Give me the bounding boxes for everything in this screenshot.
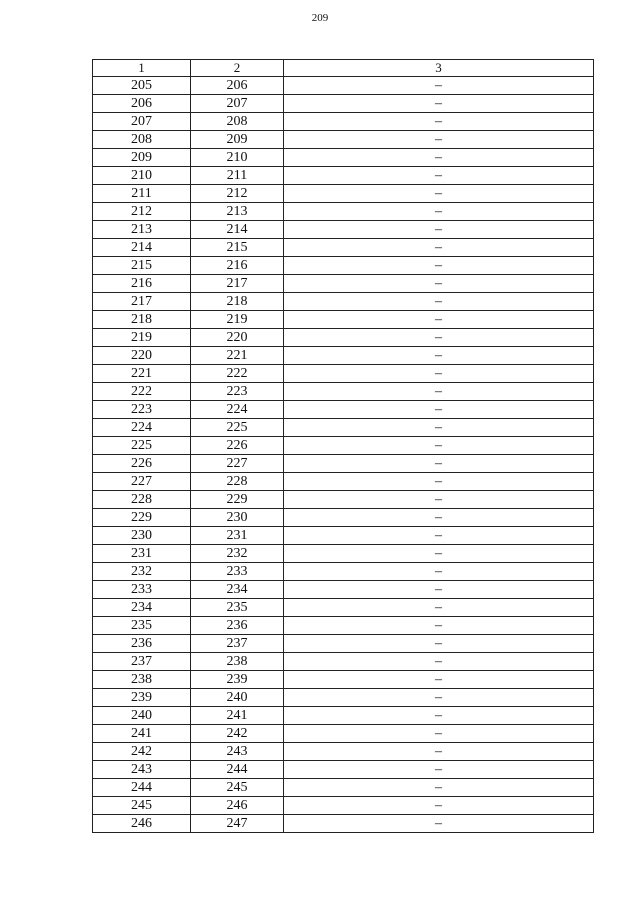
table-cell-col-2: 219 xyxy=(191,311,284,329)
table-cell-col-3: – xyxy=(284,77,594,95)
table-row xyxy=(93,725,594,743)
table-cell-col-2: 213 xyxy=(191,203,284,221)
table-cell-col-2: 210 xyxy=(191,149,284,167)
column-header-1: 1 xyxy=(93,60,191,77)
table-cell-col-3: – xyxy=(284,275,594,293)
table-cell-col-1: 224 xyxy=(93,419,191,437)
table-cell-col-1: 211 xyxy=(93,185,191,203)
table-cell-col-1: 218 xyxy=(93,311,191,329)
table-cell-col-3: – xyxy=(284,149,594,167)
table-cell-col-2: 235 xyxy=(191,599,284,617)
table-row xyxy=(93,203,594,221)
table-cell-col-1: 223 xyxy=(93,401,191,419)
table-cell-col-1: 215 xyxy=(93,257,191,275)
table-cell-col-1: 227 xyxy=(93,473,191,491)
table-cell-col-1: 219 xyxy=(93,329,191,347)
table-row xyxy=(93,779,594,797)
table-cell-col-2: 208 xyxy=(191,113,284,131)
table-row xyxy=(93,257,594,275)
table-cell-col-1: 225 xyxy=(93,437,191,455)
table-row xyxy=(93,419,594,437)
table-cell-col-2: 238 xyxy=(191,653,284,671)
column-header-3: 3 xyxy=(284,60,594,77)
table-cell-col-2: 229 xyxy=(191,491,284,509)
table-cell-col-1: 206 xyxy=(93,95,191,113)
column-header-2: 2 xyxy=(191,60,284,77)
table-cell-col-3: – xyxy=(284,365,594,383)
table-cell-col-3: – xyxy=(284,797,594,815)
table-cell-col-2: 227 xyxy=(191,455,284,473)
table-row xyxy=(93,743,594,761)
table-cell-col-1: 216 xyxy=(93,275,191,293)
table-cell-col-3: – xyxy=(284,743,594,761)
table-cell-col-3: – xyxy=(284,599,594,617)
table-cell-col-1: 236 xyxy=(93,635,191,653)
table-cell-col-1: 226 xyxy=(93,455,191,473)
table-cell-col-3: – xyxy=(284,563,594,581)
table-cell-col-1: 244 xyxy=(93,779,191,797)
table-cell-col-3: – xyxy=(284,347,594,365)
table-row xyxy=(93,545,594,563)
table-row xyxy=(93,131,594,149)
table-cell-col-3: – xyxy=(284,545,594,563)
table-cell-col-3: – xyxy=(284,455,594,473)
table-cell-col-1: 246 xyxy=(93,815,191,833)
table-cell-col-1: 231 xyxy=(93,545,191,563)
table-row xyxy=(93,617,594,635)
table-row xyxy=(93,365,594,383)
table-cell-col-2: 236 xyxy=(191,617,284,635)
table-cell-col-2: 239 xyxy=(191,671,284,689)
table-cell-col-2: 222 xyxy=(191,365,284,383)
table-cell-col-2: 223 xyxy=(191,383,284,401)
table-row xyxy=(93,671,594,689)
table-cell-col-1: 207 xyxy=(93,113,191,131)
table-cell-col-2: 243 xyxy=(191,743,284,761)
table-cell-col-3: – xyxy=(284,653,594,671)
table-cell-col-1: 234 xyxy=(93,599,191,617)
table-cell-col-3: – xyxy=(284,239,594,257)
table-cell-col-3: – xyxy=(284,293,594,311)
table-cell-col-2: 225 xyxy=(191,419,284,437)
table-cell-col-1: 210 xyxy=(93,167,191,185)
table-cell-col-2: 240 xyxy=(191,689,284,707)
table-row xyxy=(93,437,594,455)
table-cell-col-3: – xyxy=(284,491,594,509)
table-cell-col-2: 234 xyxy=(191,581,284,599)
table-cell-col-2: 218 xyxy=(191,293,284,311)
table-cell-col-3: – xyxy=(284,707,594,725)
table-cell-col-3: – xyxy=(284,257,594,275)
table-cell-col-1: 235 xyxy=(93,617,191,635)
table-row xyxy=(93,77,594,95)
table-cell-col-1: 213 xyxy=(93,221,191,239)
table-cell-col-2: 242 xyxy=(191,725,284,743)
table-cell-col-2: 228 xyxy=(191,473,284,491)
table-body xyxy=(93,77,594,833)
table-cell-col-2: 215 xyxy=(191,239,284,257)
table-cell-col-2: 206 xyxy=(191,77,284,95)
table-cell-col-1: 240 xyxy=(93,707,191,725)
table-cell-col-1: 221 xyxy=(93,365,191,383)
table-row xyxy=(93,149,594,167)
page-number: 209 xyxy=(311,12,329,24)
table-cell-col-3: – xyxy=(284,761,594,779)
table-cell-col-3: – xyxy=(284,779,594,797)
table-cell-col-3: – xyxy=(284,617,594,635)
table-cell-col-1: 214 xyxy=(93,239,191,257)
table-cell-col-2: 211 xyxy=(191,167,284,185)
table-row xyxy=(93,167,594,185)
table-cell-col-3: – xyxy=(284,635,594,653)
table-cell-col-2: 237 xyxy=(191,635,284,653)
table-row xyxy=(93,275,594,293)
table-cell-col-1: 229 xyxy=(93,509,191,527)
table-cell-col-3: – xyxy=(284,221,594,239)
table-row xyxy=(93,707,594,725)
table-row xyxy=(93,491,594,509)
table-row xyxy=(93,635,594,653)
table-row xyxy=(93,383,594,401)
table-cell-col-1: 208 xyxy=(93,131,191,149)
table-cell-col-2: 230 xyxy=(191,509,284,527)
table-cell-col-3: – xyxy=(284,689,594,707)
table-row xyxy=(93,113,594,131)
table-cell-col-2: 212 xyxy=(191,185,284,203)
table-cell-col-2: 245 xyxy=(191,779,284,797)
table-cell-col-2: 214 xyxy=(191,221,284,239)
table-cell-col-3: – xyxy=(284,185,594,203)
table-cell-col-3: – xyxy=(284,815,594,833)
table-cell-col-2: 224 xyxy=(191,401,284,419)
table-cell-col-3: – xyxy=(284,527,594,545)
table-cell-col-2: 232 xyxy=(191,545,284,563)
table-row xyxy=(93,473,594,491)
table-cell-col-3: – xyxy=(284,419,594,437)
table-cell-col-2: 209 xyxy=(191,131,284,149)
table-cell-col-1: 212 xyxy=(93,203,191,221)
table-cell-col-1: 243 xyxy=(93,761,191,779)
table-cell-col-1: 222 xyxy=(93,383,191,401)
table-row xyxy=(93,761,594,779)
table-header xyxy=(93,60,594,77)
table-row xyxy=(93,185,594,203)
table-row xyxy=(93,815,594,833)
table-cell-col-3: – xyxy=(284,113,594,131)
table-cell-col-1: 232 xyxy=(93,563,191,581)
table-row xyxy=(93,95,594,113)
table-cell-col-1: 209 xyxy=(93,149,191,167)
table-cell-col-3: – xyxy=(284,473,594,491)
table-cell-col-3: – xyxy=(284,671,594,689)
table-row xyxy=(93,221,594,239)
table-cell-col-2: 220 xyxy=(191,329,284,347)
table-cell-col-1: 242 xyxy=(93,743,191,761)
table-cell-col-1: 245 xyxy=(93,797,191,815)
table-cell-col-1: 237 xyxy=(93,653,191,671)
table-row xyxy=(93,581,594,599)
table-cell-col-3: – xyxy=(284,203,594,221)
table-cell-col-3: – xyxy=(284,581,594,599)
table-row xyxy=(93,527,594,545)
table-row xyxy=(93,455,594,473)
table-cell-col-2: 247 xyxy=(191,815,284,833)
table-row xyxy=(93,311,594,329)
table-cell-col-1: 238 xyxy=(93,671,191,689)
table-cell-col-1: 230 xyxy=(93,527,191,545)
table-row xyxy=(93,239,594,257)
table-cell-col-3: – xyxy=(284,725,594,743)
table-cell-col-2: 231 xyxy=(191,527,284,545)
table-row xyxy=(93,599,594,617)
table-cell-col-2: 217 xyxy=(191,275,284,293)
table-cell-col-2: 246 xyxy=(191,797,284,815)
table-row xyxy=(93,293,594,311)
table-cell-col-3: – xyxy=(284,437,594,455)
table-cell-col-3: – xyxy=(284,311,594,329)
table-row xyxy=(93,563,594,581)
table-cell-col-3: – xyxy=(284,383,594,401)
table-row xyxy=(93,653,594,671)
header-row xyxy=(93,60,594,77)
data-table xyxy=(92,59,594,833)
table-cell-col-1: 205 xyxy=(93,77,191,95)
table-cell-col-1: 228 xyxy=(93,491,191,509)
table-cell-col-2: 221 xyxy=(191,347,284,365)
table-row xyxy=(93,689,594,707)
table-cell-col-2: 233 xyxy=(191,563,284,581)
table-cell-col-1: 220 xyxy=(93,347,191,365)
table-cell-col-1: 233 xyxy=(93,581,191,599)
table-cell-col-1: 239 xyxy=(93,689,191,707)
table-row xyxy=(93,329,594,347)
table-cell-col-3: – xyxy=(284,509,594,527)
table-cell-col-3: – xyxy=(284,131,594,149)
table-cell-col-3: – xyxy=(284,95,594,113)
table-cell-col-3: – xyxy=(284,167,594,185)
table-cell-col-1: 217 xyxy=(93,293,191,311)
table-cell-col-2: 241 xyxy=(191,707,284,725)
table-row xyxy=(93,509,594,527)
table-cell-col-3: – xyxy=(284,329,594,347)
table-cell-col-2: 226 xyxy=(191,437,284,455)
table-cell-col-2: 244 xyxy=(191,761,284,779)
table-cell-col-1: 241 xyxy=(93,725,191,743)
table-row xyxy=(93,401,594,419)
table-cell-col-3: – xyxy=(284,401,594,419)
table-cell-col-2: 207 xyxy=(191,95,284,113)
table-row xyxy=(93,347,594,365)
table-cell-col-2: 216 xyxy=(191,257,284,275)
table-row xyxy=(93,797,594,815)
